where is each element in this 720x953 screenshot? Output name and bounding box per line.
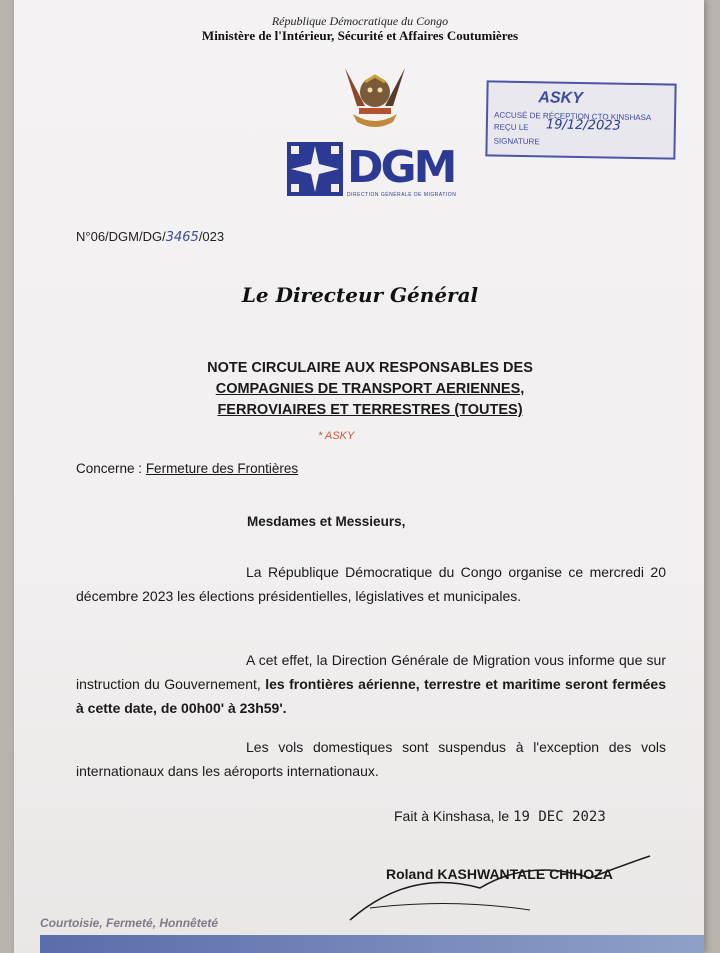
paragraph-2-bold-text: les frontières aérienne, terrestre et maritime seront fermées à cette date, de 00h00' à 23h59'. [76, 676, 666, 716]
note-line-3: FERROVIAIRES ET TERRESTRES (TOUTES) [217, 402, 523, 418]
signature-icon [330, 848, 670, 928]
salutation: Mesdames et Messieurs, [247, 514, 406, 529]
subject-label: Concerne : [76, 461, 143, 476]
paragraph-2 [76, 648, 666, 720]
paragraph-3 [76, 735, 666, 783]
stamp-logo: ASKY [538, 89, 583, 108]
reference-suffix: /023 [198, 229, 225, 244]
signatory-name: Roland KASHWANTALE CHIHOZA [386, 866, 613, 882]
stamp-date: 19/12/2023 [545, 117, 621, 134]
reference-handwritten-number: 3465 [165, 230, 199, 245]
reception-stamp [485, 80, 676, 159]
stamp-line-2: REÇU LE [493, 122, 529, 133]
sender-title: Le Directeur Général [241, 283, 479, 307]
note-line-2: COMPAGNIES DE TRANSPORT AERIENNES, [215, 381, 525, 397]
place-and-date [394, 808, 606, 825]
circular-note-heading [170, 358, 570, 421]
dgm-logo [285, 140, 460, 202]
paragraph-2-text: A cet effet, la Direction Générale de Migration vous informe que sur instruction du Gouvernement, [76, 652, 666, 692]
handwritten-annotation: * ASKY [318, 430, 355, 442]
ministry-header: Ministère de l'Intérieur, Sécurité et Affaires Coutumières [201, 28, 519, 43]
dgm-star-icon [285, 140, 345, 198]
place-text: Fait à Kinshasa, le [394, 808, 510, 824]
paragraph-3-text: Les vols domestiques sont suspendus à l'exception des vols internationaux dans les aéroports internationaux. [76, 739, 666, 779]
dgm-logo-subtitle: DIRECTION GÉNÉRALE DE MIGRATION [347, 192, 457, 198]
stamp-line-3: SIGNATURE [493, 136, 540, 147]
stamp-line-1: ACCUSÉ DE RÉCEPTION CTO KINSHASA [493, 110, 652, 123]
motto: Courtoisie, Fermeté, Honnêteté [40, 916, 219, 930]
reference-prefix: N°06/DGM/DG/ [76, 229, 166, 244]
republic-header: République Démocratique du Congo [271, 14, 449, 28]
subject-line [76, 461, 298, 476]
subject-text: Fermeture des Frontières [145, 461, 299, 476]
note-line-1: NOTE CIRCULAIRE AUX RESPONSABLES DES [207, 360, 533, 376]
date-stamp: 19 DEC 2023 [513, 809, 606, 825]
paragraph-1 [76, 560, 666, 608]
coat-of-arms-icon [335, 58, 415, 138]
footer-band [40, 935, 704, 953]
dgm-logo-text: DGM [347, 142, 455, 193]
paragraph-1-text: La République Démocratique du Congo organise ce mercredi 20 décembre 2023 les élections présidentielles, législatives et municipales. [76, 564, 666, 604]
reference-number [76, 229, 224, 245]
